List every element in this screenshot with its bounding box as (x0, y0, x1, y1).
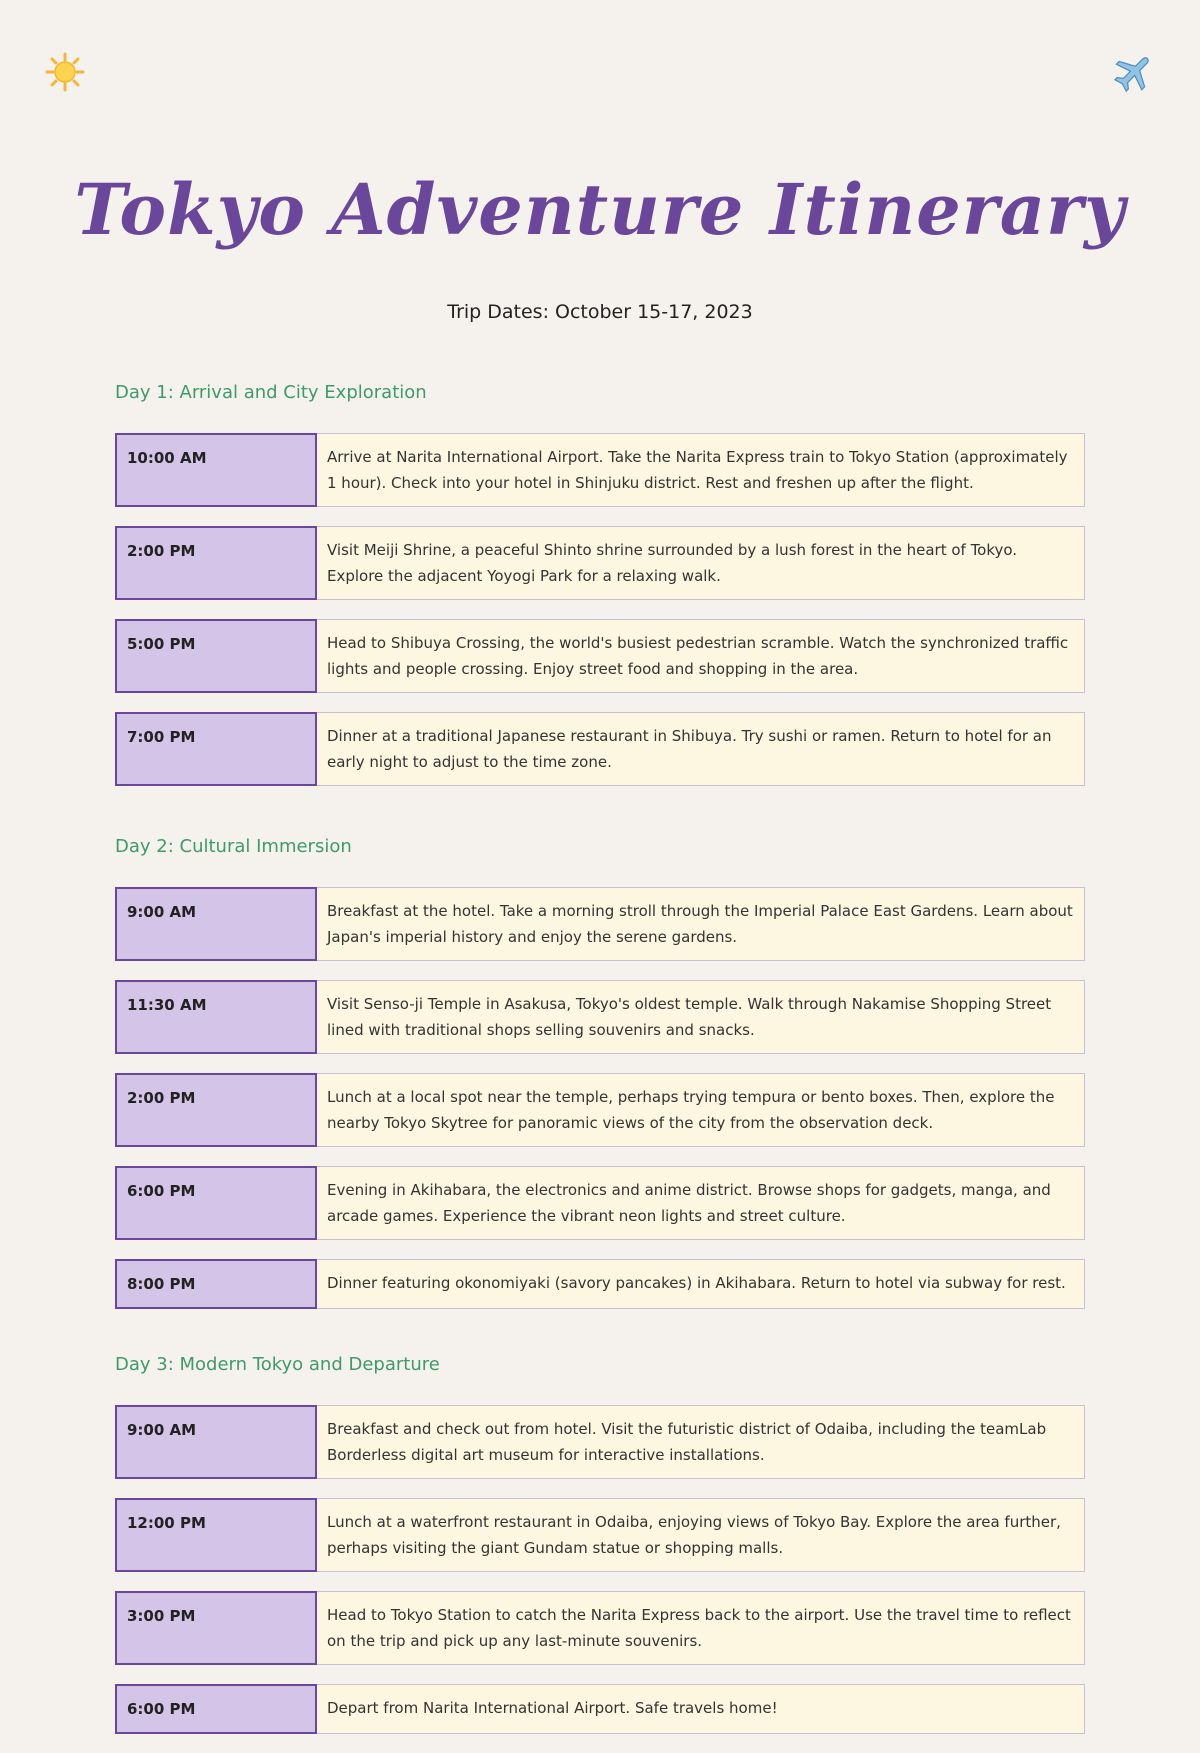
schedule-item (115, 887, 1085, 961)
activity-description: Depart from Narita International Airport. Safe travels home! (317, 1684, 1085, 1734)
activity-description: Arrive at Narita International Airport. Take the Narita Express train to Tokyo Station (approximately 1 hour). Check into your hotel in Shinjuku district. Rest and freshen up after the flight. (317, 433, 1085, 507)
schedule-item (115, 1073, 1085, 1147)
activity-description: Breakfast and check out from hotel. Visit the futuristic district of Odaiba, including the teamLab Borderless digital art museum for interactive installations. (317, 1405, 1085, 1479)
airplane-icon (1112, 50, 1156, 94)
activity-description: Breakfast at the hotel. Take a morning stroll through the Imperial Palace East Gardens. Learn about Japan's imperial history and enjoy the serene gardens. (317, 887, 1085, 961)
schedule-item (115, 1166, 1085, 1240)
trip-dates: Trip Dates: October 15-17, 2023 (447, 301, 753, 323)
schedule-item (115, 1498, 1085, 1572)
day-heading: Day 3: Modern Tokyo and Departure (115, 1354, 440, 1375)
time-label: 7:00 PM (115, 712, 317, 786)
activity-description: Lunch at a waterfront restaurant in Odaiba, enjoying views of Tokyo Bay. Explore the area further, perhaps visiting the giant Gundam statue or shopping malls. (317, 1498, 1085, 1572)
activity-description: Visit Senso-ji Temple in Asakusa, Tokyo's oldest temple. Walk through Nakamise Shopping Street lined with traditional shops selling souvenirs and snacks. (317, 980, 1085, 1054)
schedule-item (115, 1259, 1085, 1309)
time-label: 6:00 PM (115, 1684, 317, 1734)
time-label: 11:30 AM (115, 980, 317, 1054)
time-label: 6:00 PM (115, 1166, 317, 1240)
activity-description: Dinner at a traditional Japanese restaurant in Shibuya. Try sushi or ramen. Return to hotel for an early night to adjust to the time zone. (317, 712, 1085, 786)
sun-icon (45, 52, 85, 92)
page-title: Tokyo Adventure Itinerary (74, 168, 1126, 251)
day-section-2 (115, 834, 1085, 1328)
day-section-1 (115, 380, 1085, 805)
day-section-3 (115, 1352, 1085, 1753)
time-label: 9:00 AM (115, 1405, 317, 1479)
day-heading: Day 1: Arrival and City Exploration (115, 382, 427, 403)
activity-description: Visit Meiji Shrine, a peaceful Shinto shrine surrounded by a lush forest in the heart of Tokyo. Explore the adjacent Yoyogi Park for a relaxing walk. (317, 526, 1085, 600)
time-label: 2:00 PM (115, 1073, 317, 1147)
schedule-item (115, 1684, 1085, 1734)
day-heading: Day 2: Cultural Immersion (115, 836, 352, 857)
schedule-item (115, 433, 1085, 507)
time-label: 3:00 PM (115, 1591, 317, 1665)
activity-description: Head to Shibuya Crossing, the world's busiest pedestrian scramble. Watch the synchronized traffic lights and people crossing. Enjoy street food and shopping in the area. (317, 619, 1085, 693)
activity-description: Lunch at a local spot near the temple, perhaps trying tempura or bento boxes. Then, explore the nearby Tokyo Skytree for panoramic views of the city from the observation deck. (317, 1073, 1085, 1147)
time-label: 5:00 PM (115, 619, 317, 693)
schedule-item (115, 980, 1085, 1054)
activity-description: Head to Tokyo Station to catch the Narita Express back to the airport. Use the travel time to reflect on the trip and pick up any last-minute souvenirs. (317, 1591, 1085, 1665)
activity-description: Evening in Akihabara, the electronics and anime district. Browse shops for gadgets, manga, and arcade games. Experience the vibrant neon lights and street culture. (317, 1166, 1085, 1240)
schedule-item (115, 619, 1085, 693)
time-label: 10:00 AM (115, 433, 317, 507)
time-label: 12:00 PM (115, 1498, 317, 1572)
schedule-item (115, 1591, 1085, 1665)
schedule-item (115, 526, 1085, 600)
schedule-item (115, 712, 1085, 786)
time-label: 9:00 AM (115, 887, 317, 961)
time-label: 2:00 PM (115, 526, 317, 600)
schedule-item (115, 1405, 1085, 1479)
activity-description: Dinner featuring okonomiyaki (savory pancakes) in Akihabara. Return to hotel via subway for rest. (317, 1259, 1085, 1309)
time-label: 8:00 PM (115, 1259, 317, 1309)
